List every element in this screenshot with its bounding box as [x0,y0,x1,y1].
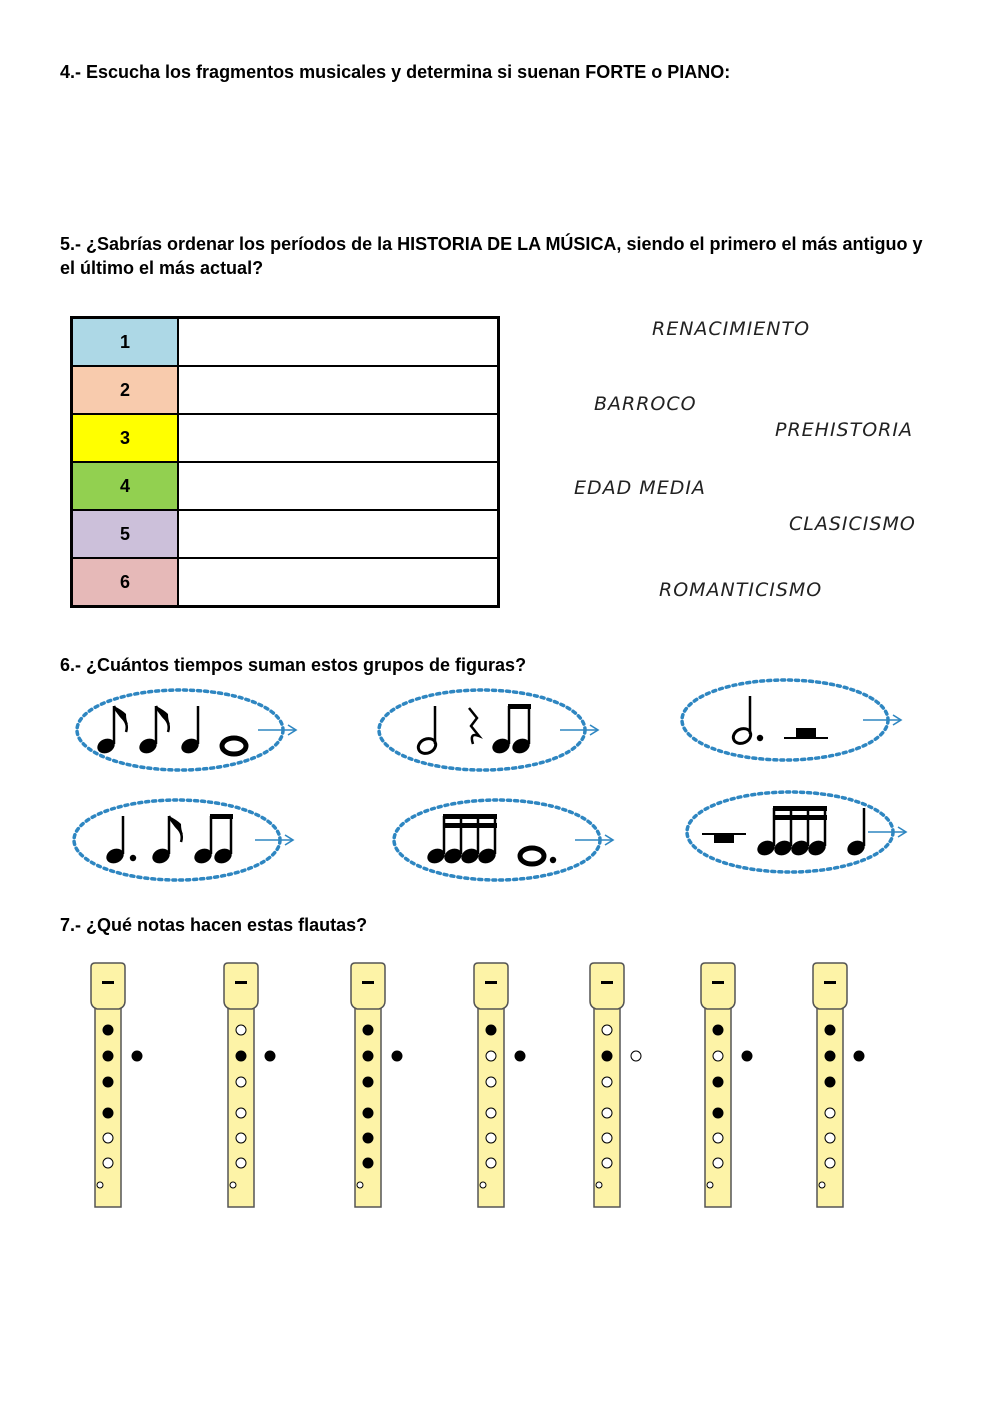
arrow-icon [255,835,293,845]
rhythm-group-1 [77,690,296,770]
row-number: 5 [72,510,179,558]
half-note [416,706,438,756]
recorder-6 [701,963,752,1207]
recorder-head [590,963,624,1009]
hole-closed [486,1025,496,1035]
hole-open [486,1133,496,1143]
hole-closed [713,1025,723,1035]
mouthpiece-slot [235,981,247,984]
thumb-hole-closed [392,1051,402,1061]
rhythm-groups [0,672,1000,892]
hole-open [236,1133,246,1143]
hole-closed [103,1051,113,1061]
answer-cell[interactable] [178,510,499,558]
recorder-head [813,963,847,1009]
hole-open [236,1108,246,1118]
quarter-rest [469,708,479,744]
recorder-head [474,963,508,1009]
recorder-head [91,963,125,1009]
whole-rest [702,834,746,843]
hole-closed [363,1025,373,1035]
hole-open [480,1182,486,1188]
period-word[interactable]: BARROCO [594,393,697,415]
mouthpiece-slot [712,981,724,984]
dotted-ellipse [74,800,280,880]
arrow-icon [868,827,906,837]
hole-open [602,1108,612,1118]
hole-closed [103,1025,113,1035]
eighth-note [150,816,183,866]
recorder-head [351,963,385,1009]
period-word[interactable]: EDAD MEDIA [574,477,706,499]
mouthpiece-slot [601,981,613,984]
row-number: 6 [72,558,179,607]
rhythm-group-5 [394,800,613,880]
dotted-ellipse [77,690,283,770]
arrow-icon [575,835,613,845]
recorder-head [701,963,735,1009]
mouthpiece-slot [485,981,497,984]
hole-closed [825,1025,835,1035]
rhythm-group-2 [379,690,598,770]
dotted-ellipse [394,800,600,880]
hole-open [825,1133,835,1143]
history-order-table [70,316,500,608]
answer-cell[interactable] [178,462,499,510]
hole-open [236,1158,246,1168]
history-row-6 [72,558,499,607]
row-number: 4 [72,462,179,510]
hole-closed [825,1077,835,1087]
answer-cell[interactable] [178,414,499,462]
hole-open [602,1025,612,1035]
quarter-note [179,706,201,756]
thumb-hole-closed [515,1051,525,1061]
recorder-3 [351,963,402,1207]
hole-closed [363,1077,373,1087]
hole-closed [713,1108,723,1118]
period-word[interactable]: PREHISTORIA [775,419,913,441]
period-word[interactable]: ROMANTICISMO [659,579,823,601]
history-row-1 [72,318,499,367]
hole-open [713,1133,723,1143]
rhythm-group-4 [74,800,293,880]
history-row-2 [72,366,499,414]
hole-closed [103,1077,113,1087]
answer-cell[interactable] [178,318,499,367]
recorder-5 [590,963,641,1207]
hole-open [596,1182,602,1188]
question-4: 4.- Escucha los fragmentos musicales y determina si suenan FORTE o PIANO: [60,62,731,82]
hole-closed [103,1108,113,1118]
mouthpiece-slot [824,981,836,984]
answer-cell[interactable] [178,366,499,414]
hole-open [236,1077,246,1087]
hole-open [357,1182,363,1188]
hole-open [486,1077,496,1087]
row-number: 1 [72,318,179,367]
mouthpiece-slot [102,981,114,984]
thumb-hole-open [631,1051,641,1061]
beamed-sixteenths [425,814,498,866]
hole-closed [236,1051,246,1061]
row-number: 3 [72,414,179,462]
arrow-icon [560,725,598,735]
history-row-5 [72,510,499,558]
beamed-eighths [192,814,234,866]
hole-open [707,1182,713,1188]
question-6: 6.- ¿Cuántos tiempos suman estos grupos de figuras? [60,655,527,675]
thumb-hole-closed [854,1051,864,1061]
dotted-whole-note [520,848,556,864]
rhythm-group-3 [682,680,901,760]
hole-open [97,1182,103,1188]
history-row-4 [72,462,499,510]
whole-note [222,738,246,754]
period-word[interactable]: CLASICISMO [789,513,916,535]
recorder-2 [224,963,275,1207]
hole-open [713,1051,723,1061]
thumb-hole-closed [265,1051,275,1061]
hole-open [602,1077,612,1087]
hole-open [825,1108,835,1118]
row-number: 2 [72,366,179,414]
hole-open [602,1133,612,1143]
eighth-note [95,706,128,756]
hole-closed [363,1051,373,1061]
answer-cell[interactable] [178,558,499,607]
hole-open [103,1158,113,1168]
dotted-ellipse [379,690,585,770]
half-rest [784,728,828,738]
history-row-3 [72,414,499,462]
hole-closed [713,1077,723,1087]
beamed-sixteenths [755,806,828,858]
recorder-4 [474,963,525,1207]
hole-open [825,1158,835,1168]
hole-open [236,1025,246,1035]
quarter-note [845,808,867,858]
beamed-eighths [490,704,532,756]
hole-open [486,1158,496,1168]
question-7: 7.- ¿Qué notas hacen estas flautas? [60,915,368,935]
question-5: 5.- ¿Sabrías ordenar los períodos de la HISTORIA DE LA MÚSICA, siendo el primero el más antiguo y el último el más actual? [60,234,923,278]
recorder-diagrams [0,955,1000,1215]
dotted-ellipse [682,680,888,760]
eighth-note [137,706,170,756]
hole-open [486,1108,496,1118]
hole-closed [602,1051,612,1061]
thumb-hole-closed [742,1051,752,1061]
hole-open [103,1133,113,1143]
arrow-icon [863,715,901,725]
hole-open [713,1158,723,1168]
recorder-1 [91,963,142,1207]
hole-closed [363,1133,373,1143]
recorder-7 [813,963,864,1207]
period-word[interactable]: RENACIMIENTO [652,318,811,340]
hole-closed [363,1158,373,1168]
hole-open [819,1182,825,1188]
dotted-quarter-note [104,816,136,866]
dotted-half-note [731,696,763,746]
mouthpiece-slot [362,981,374,984]
recorder-head [224,963,258,1009]
hole-closed [825,1051,835,1061]
hole-closed [363,1108,373,1118]
arrow-icon [258,725,296,735]
hole-open [230,1182,236,1188]
rhythm-group-6 [687,792,906,872]
hole-open [486,1051,496,1061]
hole-open [602,1158,612,1168]
thumb-hole-closed [132,1051,142,1061]
